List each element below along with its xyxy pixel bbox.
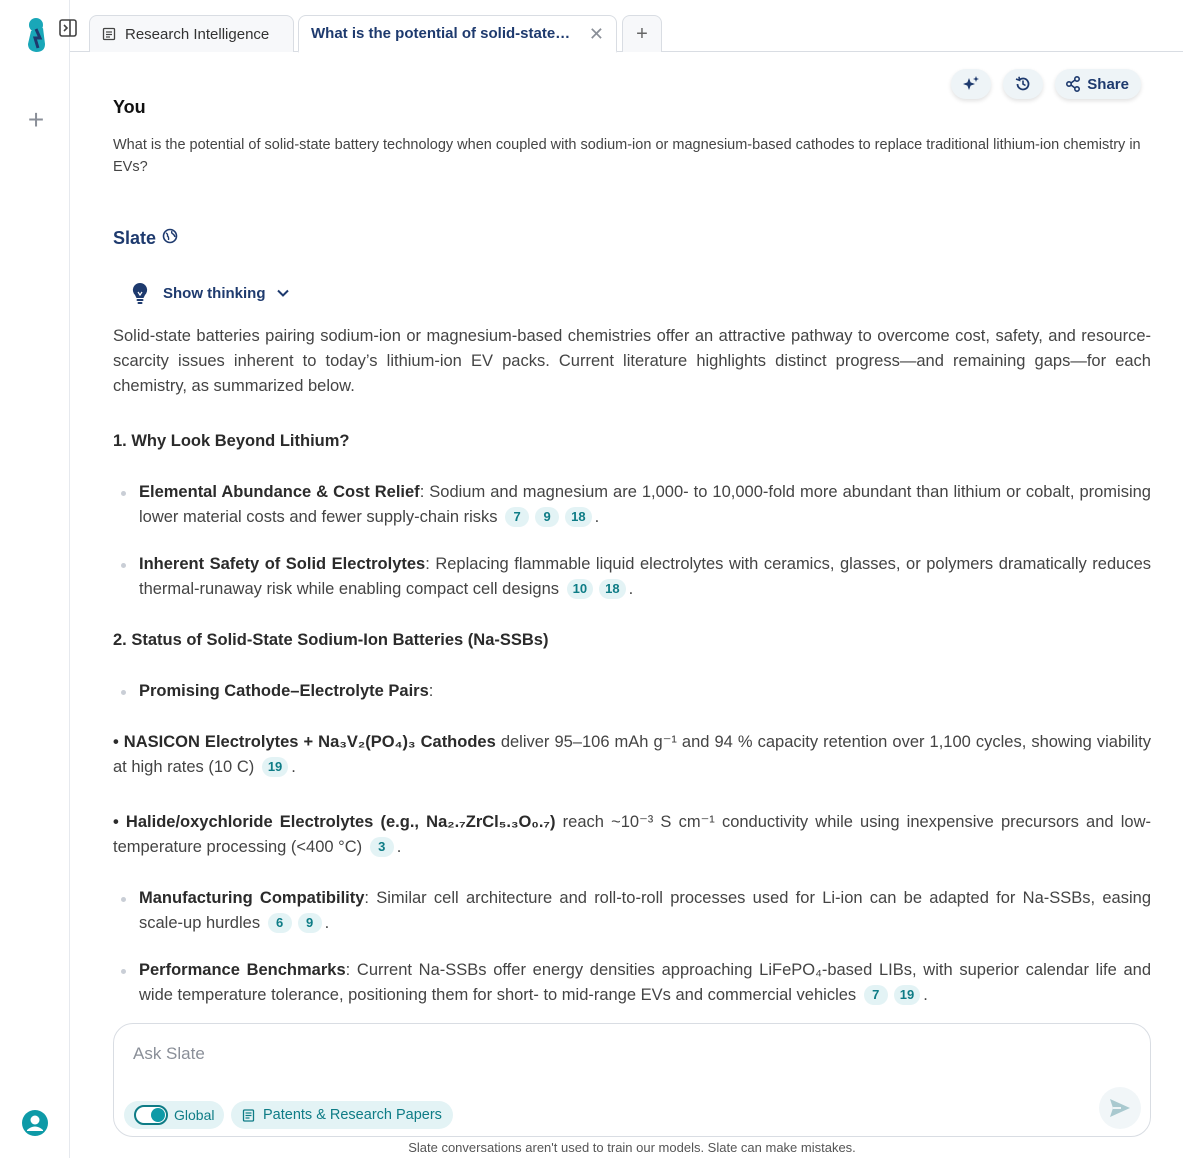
citation-badge[interactable]: 7 (505, 507, 529, 527)
user-label: You (113, 97, 146, 117)
tab-label: What is the potential of solid-state… (311, 25, 571, 42)
answer-intro: Solid-state batteries pairing sodium-ion or magnesium-based chemistries offer an attractive pathway to overcome cost, safety, and resource-scarcity issues inherent to today’s lithium-ion EV packs. Current literature highlights distinct progress—and remaining gaps—for each chemistry, as summarized below. (113, 327, 1151, 395)
chat-main (70, 52, 1183, 1158)
sparkle-icon (962, 75, 980, 93)
send-icon (1108, 1096, 1132, 1120)
close-icon[interactable]: ✕ (588, 24, 604, 44)
history-icon (1014, 75, 1032, 93)
sub-point-title: • Halide/oxychloride Electrolytes (e.g., Na₂.₇ZrCl₅.₃O₀.₇) (113, 813, 556, 831)
assistant-name: Slate (113, 228, 157, 248)
share-label: Share (1087, 75, 1129, 93)
ask-input[interactable]: Ask Slate (133, 1044, 205, 1063)
document-icon (102, 27, 116, 41)
citation-badge[interactable]: 19 (262, 757, 288, 777)
citation-badge[interactable]: 9 (298, 913, 322, 933)
section-heading: 2. Status of Solid-State Sodium-Ion Batteries (Na-SSBs) (113, 631, 549, 649)
history-button[interactable] (1003, 69, 1043, 99)
bullet-title: Manufacturing Compatibility (139, 889, 365, 907)
sentence-end: . (291, 758, 296, 776)
citation-badge[interactable]: 18 (565, 507, 591, 527)
user-question: What is the potential of solid-state battery technology when coupled with sodium-ion or magnesium-based cathodes to replace traditional lithium-ion chemistry in EVs? (113, 137, 1141, 175)
bullet-text: : Replacing flammable liquid electrolytes with ceramics, glasses, or polymers dramatically reduces thermal-runaway risk while enabling compact cell designs (139, 555, 1151, 598)
list-item (113, 958, 1151, 1008)
share-button[interactable] (1055, 69, 1141, 99)
source-filter-chip[interactable] (231, 1101, 453, 1129)
bullet-text: : Sodium and magnesium are 1,000- to 10,000-fold more abundant than lithium or cobalt, promising lower material costs and fewer supply-chain risks (139, 483, 1151, 526)
citation-badge[interactable]: 19 (894, 985, 920, 1005)
list-item (113, 886, 1151, 936)
bullet-title: Promising Cathode–Electrolyte Pairs (139, 682, 429, 700)
assistant-answer (113, 324, 1151, 1008)
show-thinking-label: Show thinking (163, 284, 266, 302)
sub-point (113, 810, 1151, 860)
bullet-text: : (428, 682, 434, 700)
sentence-end: . (923, 986, 928, 1004)
share-icon (1065, 76, 1081, 92)
global-label: Global (174, 1107, 215, 1123)
new-tab-button[interactable] (622, 15, 662, 52)
citation-badge[interactable]: 3 (370, 837, 394, 857)
tab-label: Research Intelligence (125, 25, 270, 43)
list-item (113, 552, 1151, 602)
bullet-title: Performance Benchmarks (139, 961, 346, 979)
list-item (113, 480, 1151, 530)
list-item (113, 679, 1151, 704)
sentence-end: . (594, 508, 600, 526)
globe-icon (162, 228, 178, 244)
tab-bar (70, 0, 1183, 52)
disclaimer: Slate conversations aren't used to train our models. Slate can make mistakes. (408, 1140, 856, 1155)
citation-badge[interactable]: 6 (268, 913, 292, 933)
sub-point-text: deliver 95–106 mAh g⁻¹ and 94 % capacity retention over 1,100 cycles, showing viability at high rates (10 C) (113, 733, 1151, 776)
source-label: Patents & Research Papers (263, 1107, 442, 1123)
sub-point (113, 730, 1151, 780)
user-avatar-icon[interactable] (22, 1110, 48, 1136)
toggle-switch[interactable] (134, 1105, 168, 1125)
left-rail (0, 0, 70, 1158)
chat-composer (113, 1023, 1151, 1137)
citation-badge[interactable]: 9 (535, 507, 559, 527)
document-icon (242, 1109, 255, 1122)
ai-sparkle-button[interactable] (951, 69, 991, 99)
show-thinking-toggle[interactable] (130, 281, 290, 305)
citation-badge[interactable]: 7 (864, 985, 888, 1005)
section-heading: 1. Why Look Beyond Lithium? (113, 432, 350, 450)
bullet-title: Inherent Safety of Solid Electrolytes (139, 555, 426, 573)
slate-logo-icon[interactable] (22, 16, 52, 54)
send-button[interactable] (1099, 1087, 1141, 1129)
bullet-text: : Similar cell architecture and roll-to-roll processes used for Li-ion can be adapted for Na-SSBs, easing scale-up hurdles (139, 889, 1151, 932)
sentence-end: . (628, 580, 634, 598)
tab-research-intelligence[interactable] (89, 15, 294, 52)
new-chat-icon[interactable]: + (27, 104, 45, 135)
tab-current-chat[interactable] (298, 15, 617, 53)
bullet-text: : Current Na-SSBs offer energy densities approaching LiFePO₄-based LIBs, with superior calendar life and wide temperature tolerance, positioning them for short- to mid-range EVs and commercial vehicles (139, 961, 1151, 1004)
global-toggle[interactable] (124, 1101, 224, 1129)
lightbulb-icon (130, 281, 150, 305)
bullet-title: Elemental Abundance & Cost Relief (139, 483, 420, 501)
new-tab-label: + (636, 22, 648, 45)
citation-badge[interactable]: 18 (599, 579, 625, 599)
chat-actions (951, 69, 1141, 99)
sub-point-text: reach ~10⁻³ S cm⁻¹ conductivity while using inexpensive precursors and low-temperature processing (<400 °C) (113, 813, 1151, 856)
chevron-down-icon (276, 286, 290, 300)
assistant-label (113, 228, 178, 249)
sentence-end: . (324, 914, 330, 932)
citation-badge[interactable]: 10 (567, 579, 593, 599)
sub-point-title: • NASICON Electrolytes + Na₃V₂(PO₄)₃ Cathodes (113, 733, 496, 751)
sentence-end: . (396, 838, 402, 856)
